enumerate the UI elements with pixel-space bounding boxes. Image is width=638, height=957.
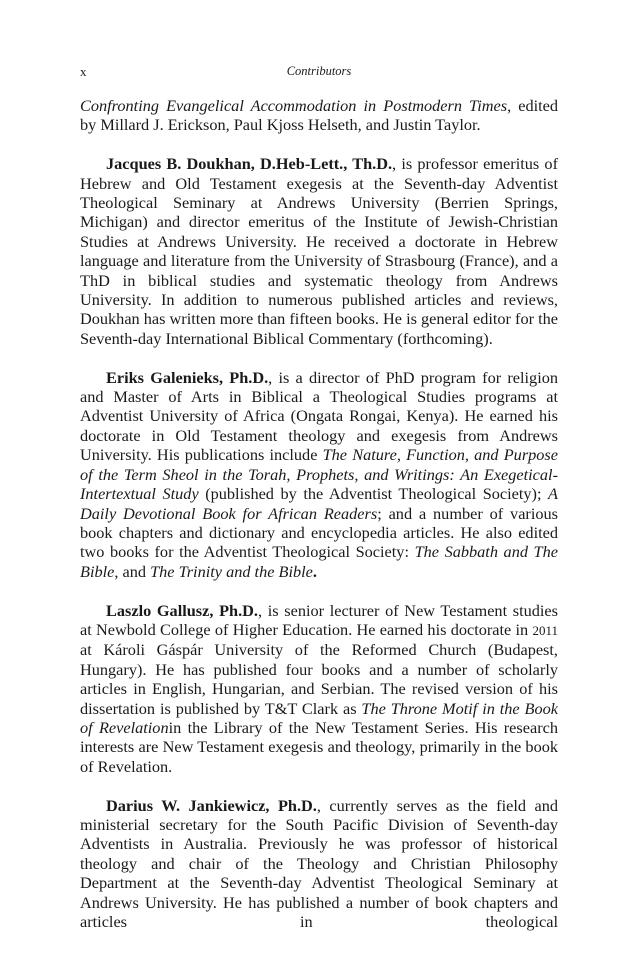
contributor-name: Laszlo Gallusz, Ph.D. — [106, 600, 258, 620]
page-header — [80, 58, 558, 82]
entry-end: . — [312, 561, 317, 581]
book-title: The Throne Motif in the Book of Revelation — [80, 698, 558, 737]
book-page — [80, 58, 558, 931]
entry-body: at Károli Gáspár University of the Reformed Church (Budapest, Hungary). He has published four books and a number of scholarly articles in English, Hungarian, and Serbian. The revised version of his dissertation is published by T&T Clark as — [80, 640, 558, 718]
entry-gallusz — [80, 601, 558, 777]
entry-body: , currently serves as the field and ministerial secretary for the South Pacific Division of Seventh-day Adventists in Australia. Previously he was professor of historical theology and chair of the Theology and Christian Philosophy Department at the Seventh-day Adventist Theological Seminary at Andrews University. He has published a number of book chapters and articles in theological — [80, 795, 558, 931]
entry-body: , is professor emeritus of Hebrew and Old Testament exegesis at the Seventh-day Adventist Theological Seminary at Andrews University (Berrien Springs, Michigan) and director emeritus of the Institute of Jewish-Christian Studies at Andrews University. He received a doctorate in Hebrew language and literature from the University of Strasbourg (France), and a ThD in biblical studies and systematic theology from Andrews University. In addition to numerous published articles and reviews, Doukhan has written more than fifteen books. He is general editor for the Seventh-day International Biblical Commentary (forthcoming). — [80, 154, 558, 348]
entry-body: , edited by Millard J. Erickson, Paul Kjoss Helseth, and Justin Taylor. — [80, 96, 558, 135]
entry-body: , and — [114, 561, 151, 581]
entry-body: in the Library of the New Testament Series. His research interests are New Testament exegesis and theology, primarily in the book of Revelation. — [80, 717, 558, 776]
entry-doukhan — [80, 154, 558, 348]
entry-jankiewicz — [80, 796, 558, 932]
entry-body: , is senior lecturer of New Testament studies at Newbold College of Higher Education. He earned his doctorate in — [80, 600, 558, 639]
entry-galenieks — [80, 368, 558, 581]
contributor-name: Darius W. Jankiewicz, Ph.D. — [106, 795, 317, 815]
contributor-name: Jacques B. Doukhan, D.Heb-Lett., Th.D. — [106, 154, 393, 174]
book-title: The Sabbath and The Bible — [80, 542, 558, 581]
entry-body: (published by the Adventist Theological Society); — [198, 484, 549, 504]
contributors-text — [80, 96, 558, 931]
book-title: The Trinity and the Bible — [150, 561, 313, 581]
book-title: The Nature, Function, and Purpose of the Term Sheol in the Torah, Prophets, and Writings: An Exegetical-Intertextual Study — [80, 445, 558, 504]
running-head: Contributors — [286, 64, 352, 78]
entry-body: , is a director of PhD program for religion and Master of Arts in Biblical a Theological Studies programs at Adventist University of Africa (Ongata Rongai, Kenya). He earned his doctorate in Old Testament theology and exegesis from Andrews University. His publications include — [80, 367, 558, 465]
contributor-name: Eriks Galenieks, Ph.D. — [106, 367, 269, 387]
page-number: x — [80, 64, 87, 79]
year: 2011 — [532, 622, 558, 638]
entry-carryover — [80, 96, 558, 135]
book-title: Confronting Evangelical Accommodation in Postmodern Times — [80, 96, 508, 115]
book-title: A Daily Devotional Book for African Readers — [80, 484, 558, 523]
entry-body: ; and a number of various book chapters and dictionary and encyclopedia articles. He also edited two books for the Adventist Theological Society: — [80, 503, 558, 562]
